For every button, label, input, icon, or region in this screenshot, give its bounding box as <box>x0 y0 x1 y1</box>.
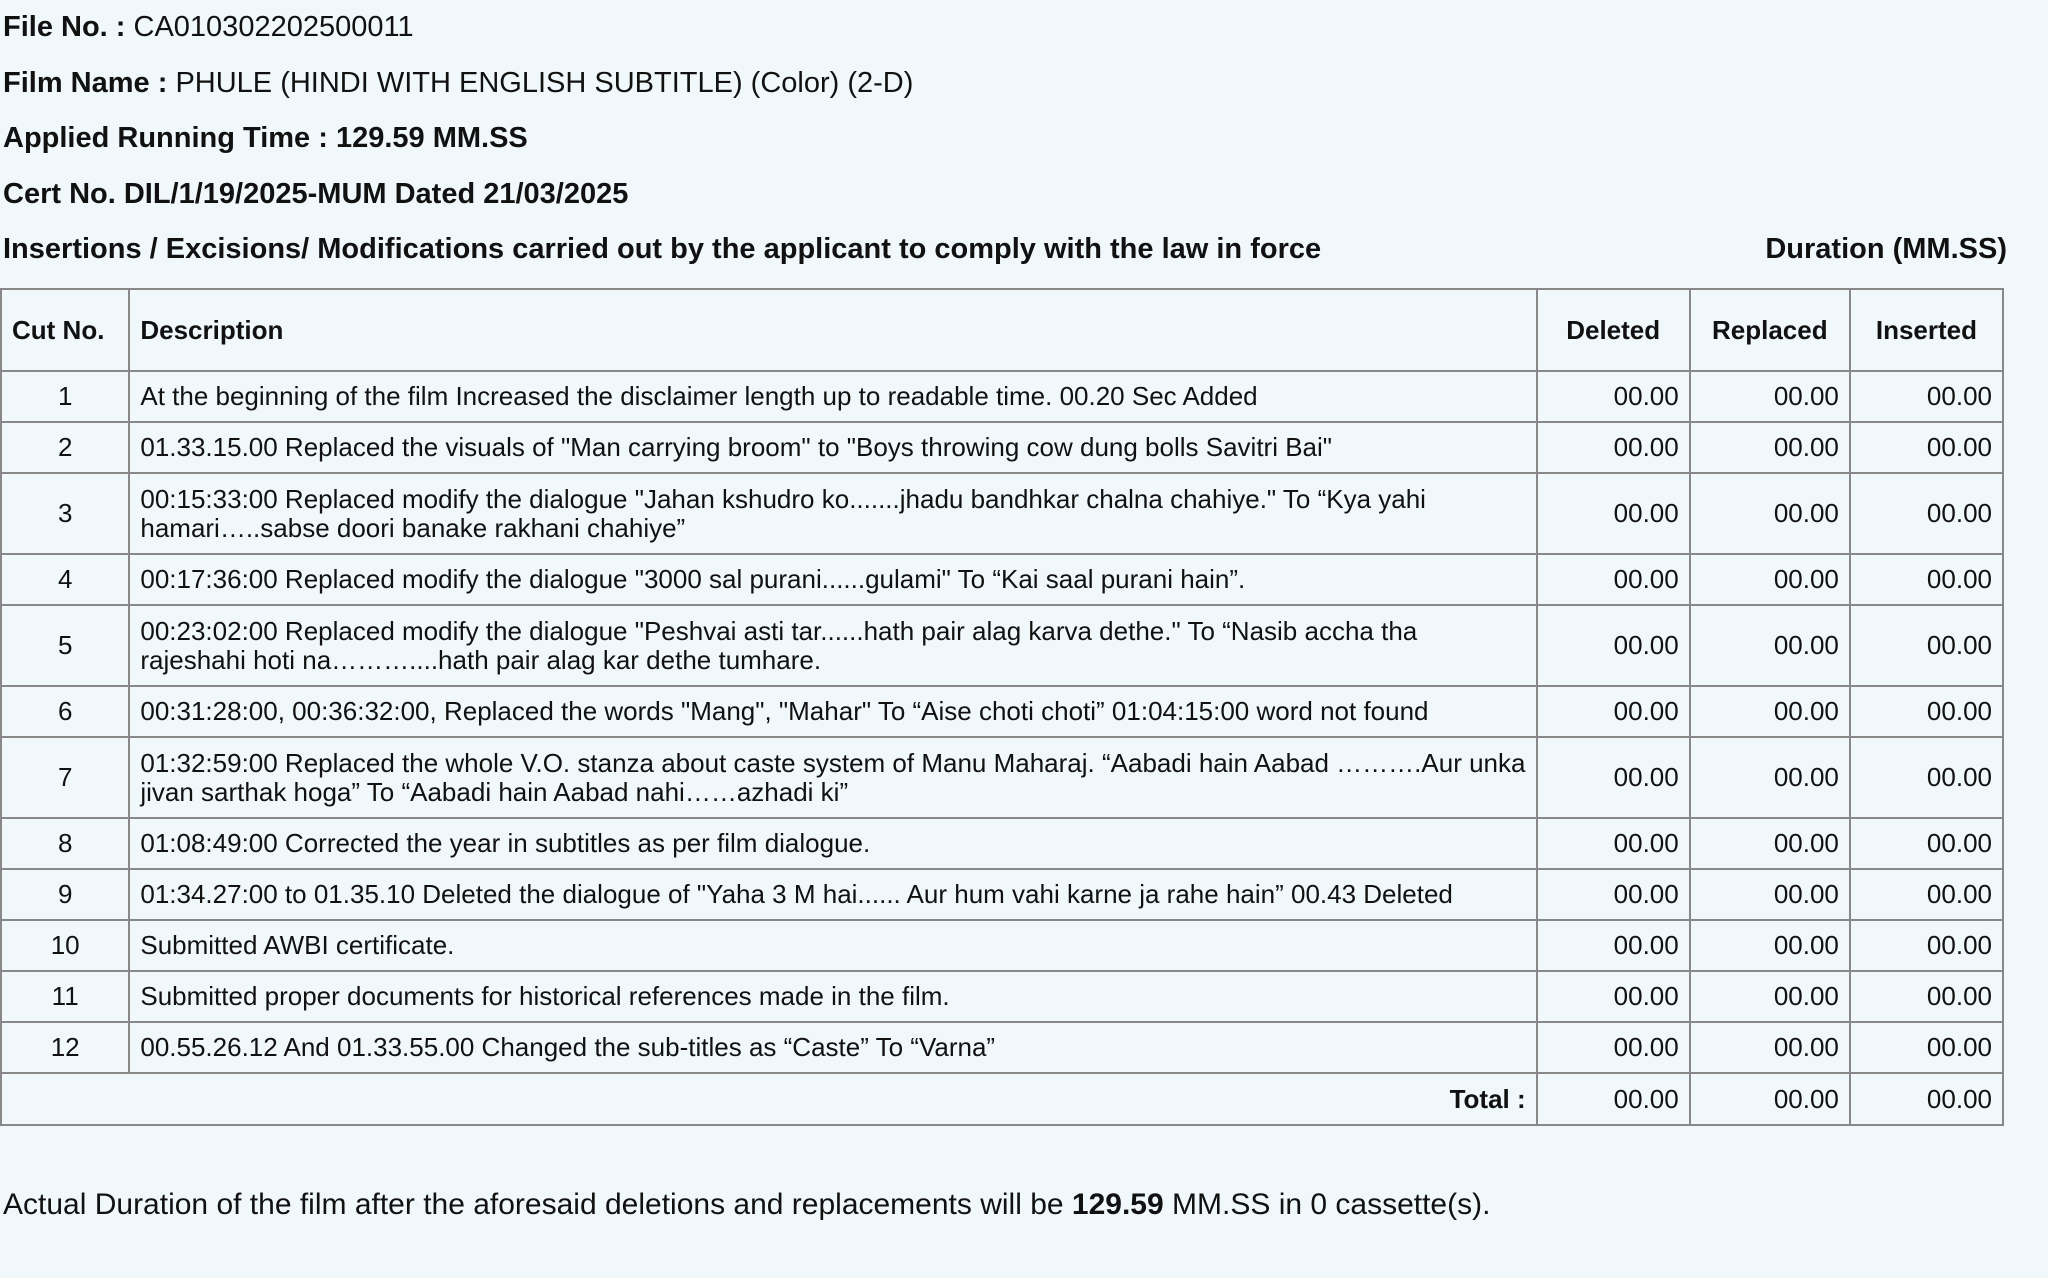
running-time: Applied Running Time : 129.59 MM.SS <box>3 122 528 154</box>
table-row <box>1 473 2003 554</box>
cut-no-cell: 7 <box>1 737 129 818</box>
table-row <box>1 737 2003 818</box>
total-replaced: 00.00 <box>1690 1073 1850 1125</box>
cut-no-cell: 1 <box>1 371 129 422</box>
inserted-cell: 00.00 <box>1850 422 2003 473</box>
table-row <box>1 554 2003 605</box>
table-row <box>1 869 2003 920</box>
deleted-cell: 00.00 <box>1537 920 1690 971</box>
file-no-value: CA010302202500011 <box>133 11 414 43</box>
total-label: Total : <box>1 1073 1537 1125</box>
cut-no-cell: 8 <box>1 818 129 869</box>
film-name-line <box>3 56 2013 112</box>
replaced-cell: 00.00 <box>1690 737 1850 818</box>
description-cell: 00.55.26.12 And 01.33.55.00 Changed the sub-titles as “Caste” To “Varna” <box>129 1022 1536 1073</box>
replaced-header: Replaced <box>1690 289 1850 371</box>
table-row <box>1 818 2003 869</box>
table-row <box>1 686 2003 737</box>
replaced-cell: 00.00 <box>1690 686 1850 737</box>
description-cell: 00:15:33:00 Replaced modify the dialogue "Jahan kshudro ko.......jhadu bandhkar chalna chahiye." To “Kya yahi hamari…..sabse doori banake rakhani chahiye” <box>129 473 1536 554</box>
inserted-cell: 00.00 <box>1850 554 2003 605</box>
description-header: Description <box>129 289 1536 371</box>
description-cell: 01:32:59:00 Replaced the whole V.O. stanza about caste system of Manu Maharaj. “Aabadi hain Aabad ……….Aur unka jivan sarthak hoga” To “Aabadi hain Aabad nahi……azhadi ki” <box>129 737 1536 818</box>
replaced-cell: 00.00 <box>1690 422 1850 473</box>
inserted-cell: 00.00 <box>1850 869 2003 920</box>
table-header-row <box>1 289 2003 371</box>
deleted-cell: 00.00 <box>1537 1022 1690 1073</box>
deleted-cell: 00.00 <box>1537 737 1690 818</box>
modifications-table <box>0 288 2004 1126</box>
deleted-header: Deleted <box>1537 289 1690 371</box>
inserted-cell: 00.00 <box>1850 686 2003 737</box>
table-row <box>1 605 2003 686</box>
inserted-cell: 00.00 <box>1850 473 2003 554</box>
cut-no-header: Cut No. <box>1 289 129 371</box>
film-name-label: Film Name : <box>3 66 168 99</box>
cut-no-cell: 2 <box>1 422 129 473</box>
footer-duration: 129.59 <box>1071 1188 1164 1221</box>
deleted-cell: 00.00 <box>1537 818 1690 869</box>
cut-no-cell: 5 <box>1 605 129 686</box>
cut-no-cell: 12 <box>1 1022 129 1073</box>
replaced-cell: 00.00 <box>1690 473 1850 554</box>
duration-heading: Duration (MM.SS) <box>1765 233 2007 265</box>
certificate-details <box>3 0 2013 278</box>
footer-prefix: Actual Duration of the film after the aforesaid deletions and replacements will be <box>3 1188 1072 1221</box>
replaced-cell: 00.00 <box>1690 371 1850 422</box>
description-cell: Submitted AWBI certificate. <box>129 920 1536 971</box>
table-row <box>1 422 2003 473</box>
total-deleted: 00.00 <box>1537 1073 1690 1125</box>
replaced-cell: 00.00 <box>1690 869 1850 920</box>
file-no-label: File No. : <box>3 11 126 43</box>
description-cell: 01.33.15.00 Replaced the visuals of "Man carrying broom" to "Boys throwing cow dung bolls Savitri Bai" <box>129 422 1536 473</box>
replaced-cell: 00.00 <box>1690 971 1850 1022</box>
inserted-cell: 00.00 <box>1850 605 2003 686</box>
description-cell: 00:31:28:00, 00:36:32:00, Replaced the words "Mang", "Mahar" To “Aise choti choti” 01:04:15:00 word not found <box>129 686 1536 737</box>
description-cell: 00:17:36:00 Replaced modify the dialogue "3000 sal purani......gulami" To “Kai saal purani hain”. <box>129 554 1536 605</box>
cut-no-cell: 6 <box>1 686 129 737</box>
deleted-cell: 00.00 <box>1537 605 1690 686</box>
deleted-cell: 00.00 <box>1537 869 1690 920</box>
deleted-cell: 00.00 <box>1537 554 1690 605</box>
table-row <box>1 920 2003 971</box>
inserted-cell: 00.00 <box>1850 818 2003 869</box>
description-cell: 00:23:02:00 Replaced modify the dialogue "Peshvai asti tar......hath pair alag karva dethe." To “Nasib accha tha rajeshahi hoti na………....hath pair alag kar dethe tumhare. <box>129 605 1536 686</box>
deleted-cell: 00.00 <box>1537 686 1690 737</box>
inserted-header: Inserted <box>1850 289 2003 371</box>
modifications-title: Insertions / Excisions/ Modifications carried out by the applicant to comply with the law in force <box>3 233 1322 265</box>
deleted-cell: 00.00 <box>1537 371 1690 422</box>
cut-no-cell: 9 <box>1 869 129 920</box>
deleted-cell: 00.00 <box>1537 971 1690 1022</box>
cert-no: Cert No. DIL/1/19/2025-MUM Dated 21/03/2025 <box>3 177 629 210</box>
cut-no-cell: 11 <box>1 971 129 1022</box>
description-cell: At the beginning of the film Increased the disclaimer length up to readable time. 00.20 Sec Added <box>129 371 1536 422</box>
replaced-cell: 00.00 <box>1690 818 1850 869</box>
replaced-cell: 00.00 <box>1690 920 1850 971</box>
inserted-cell: 00.00 <box>1850 371 2003 422</box>
cut-no-cell: 4 <box>1 554 129 605</box>
modifications-heading <box>3 222 2013 278</box>
file-no-line <box>3 0 2013 56</box>
replaced-cell: 00.00 <box>1690 605 1850 686</box>
film-name-value: PHULE (HINDI WITH ENGLISH SUBTITLE) (Color) (2-D) <box>175 66 914 99</box>
inserted-cell: 00.00 <box>1850 971 2003 1022</box>
description-cell: Submitted proper documents for historical references made in the film. <box>129 971 1536 1022</box>
total-inserted: 00.00 <box>1850 1073 2003 1125</box>
table-row <box>1 1022 2003 1073</box>
inserted-cell: 00.00 <box>1850 737 2003 818</box>
deleted-cell: 00.00 <box>1537 473 1690 554</box>
table-row <box>1 971 2003 1022</box>
replaced-cell: 00.00 <box>1690 554 1850 605</box>
cut-no-cell: 10 <box>1 920 129 971</box>
deleted-cell: 00.00 <box>1537 422 1690 473</box>
table-row <box>1 371 2003 422</box>
actual-duration-statement <box>3 1188 1490 1222</box>
footer-suffix: MM.SS in 0 cassette(s). <box>1163 1188 1491 1221</box>
cut-no-cell: 3 <box>1 473 129 554</box>
inserted-cell: 00.00 <box>1850 1022 2003 1073</box>
replaced-cell: 00.00 <box>1690 1022 1850 1073</box>
description-cell: 01:34.27:00 to 01.35.10 Deleted the dialogue of "Yaha 3 M hai...... Aur hum vahi karne ja rahe hain” 00.43 Deleted <box>129 869 1536 920</box>
inserted-cell: 00.00 <box>1850 920 2003 971</box>
total-row <box>1 1073 2003 1125</box>
description-cell: 01:08:49:00 Corrected the year in subtitles as per film dialogue. <box>129 818 1536 869</box>
